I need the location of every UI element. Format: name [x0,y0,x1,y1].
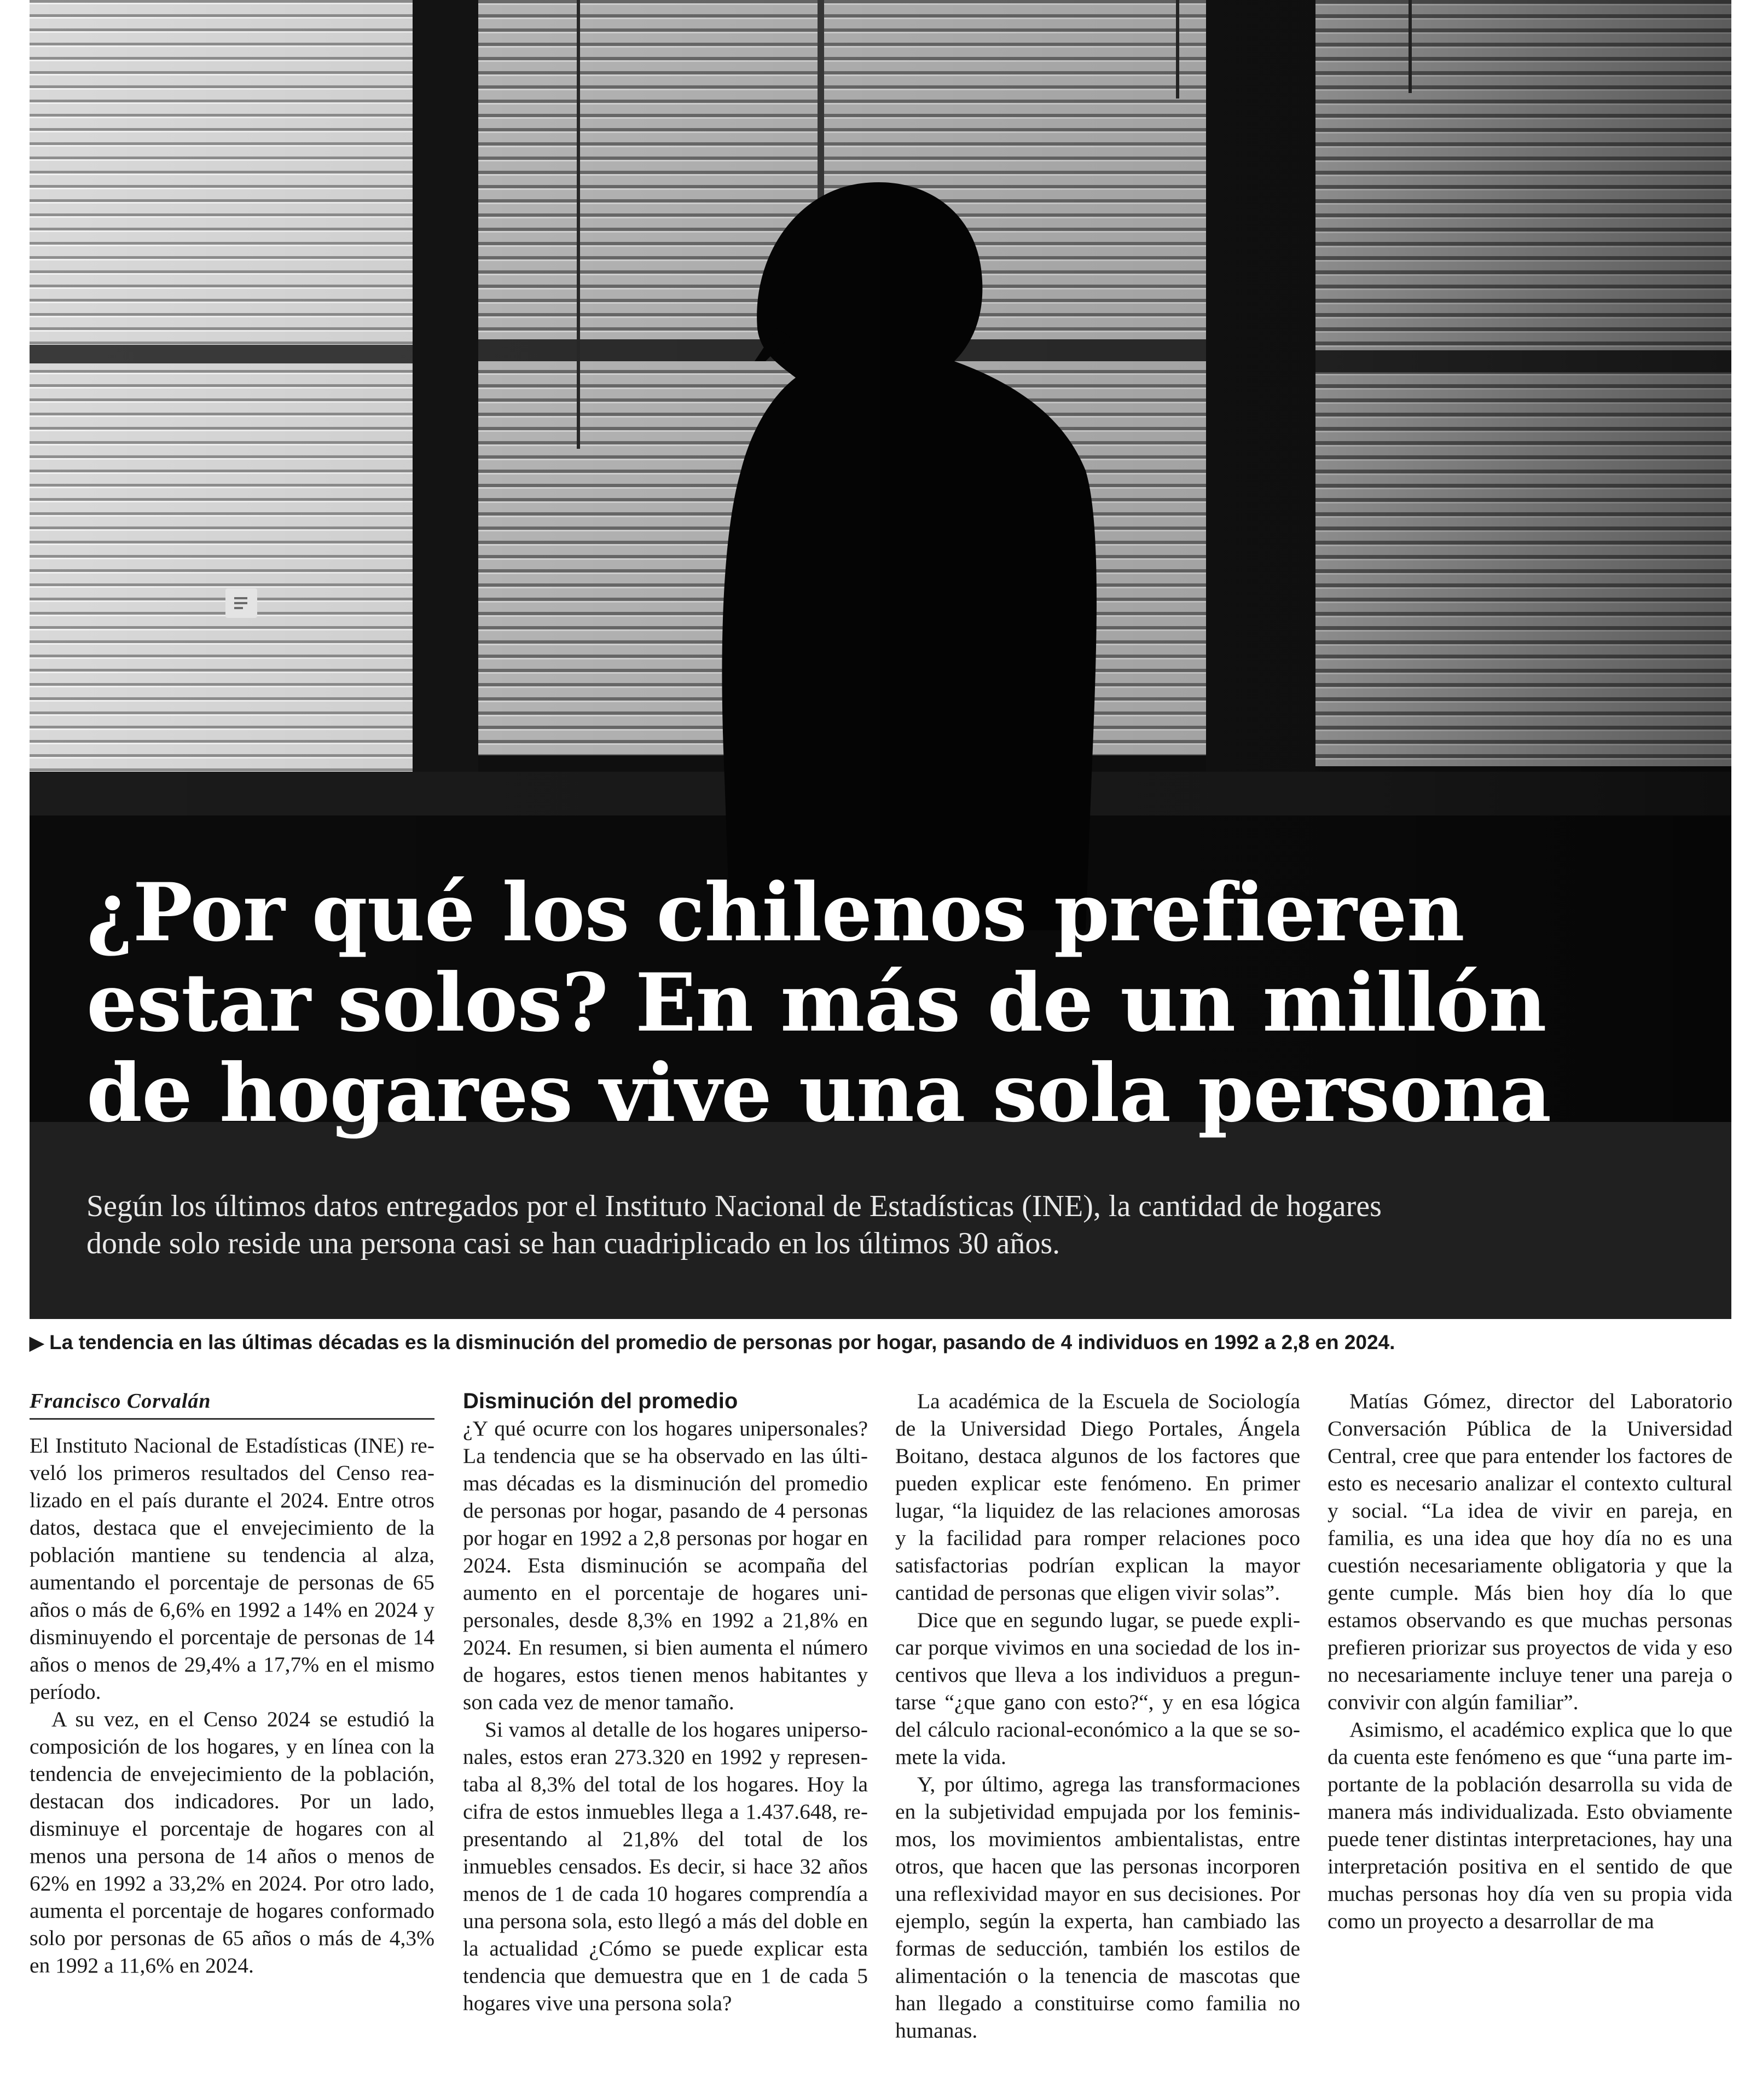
paragraph: Dice que en segundo lugar, se puede explicar porque vivimos en una sociedad de los incentivos que lleva a los individuos a preguntarse “¿que gano con esto?“, y en esa lógica del cálculo racional-económico a la que se somete la vida. [895,1608,1300,1769]
deck: Según los últimos datos entregados por el Instituto Nacional de Estadísticas (INE), la cantidad de hogares donde solo reside una persona casi se han cuadriplicado en los últimos 30 años. [86,1189,1382,1260]
byline: Francisco Corvalán [30,1387,434,1420]
paragraph: Y, por último, agrega las transformaciones en la subjetividad empujada por los feminismos, los movimientos ambientalistas, entre otros, que hacen que las personas incorporen una reflexividad mayor en sus decisiones. Por ejemplo, según la experta, han cambiado las formas de seducción, también los estilos de alimentación o la tenencia de mascotas que han llegado a constituirse como familia no humanas. [895,1772,1300,2043]
column-3 [895,1387,1300,2044]
paragraph: El Instituto Nacional de Estadísticas (INE) reveló los primeros resultados del Censo realizado en el país durante el 2024. Entre otros datos, destaca que el envejecimiento de la población mantiene su tendencia al alza, aumentando el porcentaje de personas de 65 años o más de 6,6% en 1992 a 14% en 2024 y disminuyendo el porcentaje de personas de 14 años o menos de 29,4% a 17,7% en el mismo período. [30,1433,434,1704]
photo-caption [30,1327,1731,1358]
headline: ¿Por qué los chilenos prefieren estar solos? En más de un millón de hogares vive una sola persona [86,866,1551,1140]
column-2 [463,1387,868,2017]
section-subhead: Disminución del promedio [463,1389,738,1413]
paragraph: Matías Gómez, director del Laboratorio Conversación Pública de la Universidad Central, cree que para entender los factores de esto es necesario analizar el contexto cultural y social. “La idea de vivir en pareja, en familia, es una idea que hoy día no es una cuestión necesariamente obligatoria y que la gente cumple. Más bien hoy día lo que estamos observando es que muchas personas prefieren priorizar sus proyectos de vida y eso no necesariamente incluye tener una pareja o convivir con algún familiar”. [1328,1389,1732,1714]
column-1 [30,1387,434,1979]
paragraph: Asimismo, el académico explica que lo que da cuenta este fenómeno es que “una parte importante de la población desarrolla su vida de manera más individualizada. Esto obviamente puede tener distintas interpretaciones, hay una interpretación positiva en el sentido de que muchas personas hoy día ven su propia vida como un proyecto a desarrollar de ma [1328,1717,1732,1933]
play-triangle-icon: ▶ [30,1333,44,1353]
column-4 [1328,1387,1732,1935]
paragraph: ¿Y qué ocurre con los hogares unipersonales? La tendencia que se ha observado en las últimas décadas es la disminución del promedio de personas por hogar, pasando de 4 personas por hogar en 1992 a 2,8 personas por hogar en 2024. Esta disminución se acompaña del aumento en el porcentaje de hogares unipersonales, desde 8,3% en 1992 a 21,8% en 2024. En resumen, si bien aumenta el número de hogares, estos tienen menos habitantes y son cada vez de menor tamaño. [463,1416,868,1714]
caption-text: La tendencia en las últimas décadas es la disminución del promedio de personas por hogar, pasando de 4 individuos en 1992 a 2,8 en 2024. [49,1331,1395,1353]
paragraph: A su vez, en el Censo 2024 se estudió la composición de los hogares, y en línea con la tendencia de envejecimiento de la población, destacan dos indicadores. Por un lado, disminuye el porcentaje de hogares con al menos una persona de 14 años o menos de 62% en 1992 a 33,2% en 2024. Por otro lado, aumenta el porcentaje de hogares conformado solo por personas de 65 años o más de 4,3% en 1992 a 11,6% en 2024. [30,1707,434,1977]
comment-icon[interactable] [225,588,257,618]
paragraph: Si vamos al detalle de los hogares unipersonales, estos eran 273.320 en 1992 y representaba al 8,3% del total de los hogares. Hoy la cifra de estos inmuebles llega a 1.437.648, representando al 21,8% del total de los inmuebles censados. Es decir, si hace 32 años menos de 1 de cada 10 hogares comprendía a una persona sola, esto llegó a más del doble en la actualidad ¿Cómo se puede explicar esta tendencia que demuestra que en 1 de cada 5 hogares vive una persona sola? [463,1717,868,2015]
paragraph: La académica de la Escuela de Sociología de la Universidad Diego Portales, Ángela Boitano, destaca algunos de los factores que pueden explicar este fenómeno. En primer lugar, “la liquidez de las relaciones amorosas y la facilidad para romper relaciones poco satisfactorias podrían explican la mayor cantidad de personas que eligen vivir solas”. [895,1389,1300,1605]
